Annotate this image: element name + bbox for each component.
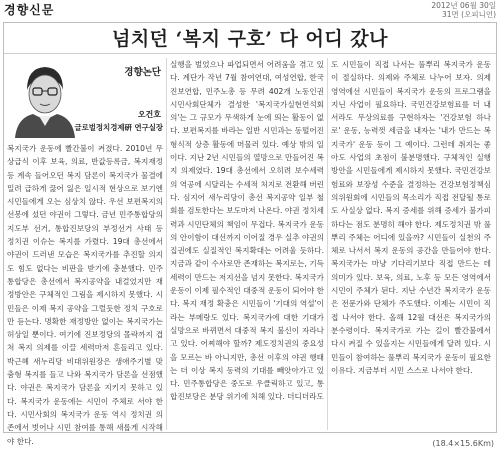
masthead: 경향신문 [4, 3, 55, 17]
author-name: 오건호 [137, 110, 161, 119]
author-title: 글로벌정치경제硏 연구실장 [74, 123, 163, 132]
article-column-3: 도 시민들이 직접 나서는 풀뿌리 복지국가 운동이 절실하다. 의제와 주체로 나누어 보자. 의제 영역에선 시민들이 복지국가 운동의 프로그램을 지닌 사업이 필요하다. 국민건강보험료를 더 내서라도 무상의료를 구현하자는 '건강보험 하나로' 운동, 능력껏 세금을 내자는 '내가 만드는 복지국가' 운동 등이 그 예이다. 그런데 취지는 좋아도 사업의 초점이 불분명했다. 구체적인 실행방안을 시민들에게 제시하지 못했다. 국민건강보험료와 보장성 수준을 결정하는 건강보험정책심의위원회에 시민들의 목소리가 직접 전달될 통로도 사실상 없다. 복지 증세를 위해 증세가 불가피하다는 점도 분명히 해야 한다. 제도정치권 밖 풀뿌리 주체는 어디에 있을까? 시민들이 실천의 주체로 나서서 복지 운동의 공간을 만들어야 한다. 복지국가는 마냥 기다리기보다 직접 만드는 데 의미가 있다. 보육, 의료, 노후 등 모든 영역에서 시민이 주체가 된다. 지난 수년간 복지국가 운동은 전문가와 단체가 주도했다. 이제는 시민이 직접 나서야 한다. 올해 12월 대선은 복지국가의 분수령이다. 복지국가로 가는 길이 빨간불에서 다시 켜질 수 있을지는 시민들에게 달려 있다. 시민들이 참여하는 풀뿌리 복지국가 운동이 필요한 이유다. 지금부터 시민 스스로 나서야 한다. [331, 60, 491, 375]
dateline-page: 31면 (오피니언) [441, 10, 496, 19]
byline-box [7, 58, 163, 138]
author-portrait [9, 60, 79, 138]
dateline-date: 2012년 06월 30일 [431, 1, 496, 10]
article-column-1: 복지국가 운동에 빨간불이 켜졌다. 2010년 무상급식 이후 보육, 의료, 반값등록금, 복지재정 등 계속 들어오던 복지 담론이 복지국가 물결에 밀려 급하게 끓어 잃은 일시적 현상으로 보기엔 시민들에게 오는 심상치 않다. 우선 보편복지의 선봉에 섰던 야권이 그렇다. 금년 민주통합당의 지도부 선거, 통합진보당의 부정선거 사태 등 정치권 이슈는 복지를 가렸다. 19대 총선에서 야권이 드러낸 모습은 복지국가를 추진할 의지도 힘도 없다는 비판을 받기에 충분했다. 민주통합당은 총선에서 복지공약을 내걸었지만 재정방안은 구체적인 그림을 제시하지 못했다. 시민들은 이제 복지 공약을 그럴듯한 정치 구호로만 듣는다. 명확한 재정방안 없이는 복지국가는 허상일 뿐이다. 여기에 진보정당의 몰락까지 겹쳐 복지 의제를 이끌 세력마저 흔들리고 있다. 박근혜 새누리당 비대위원장은 생애주기별 맞춤형 복지를 들고 나와 복지국가 담론을 선점했다. 야권은 복지국가 담론을 지키지 못하고 있다. 복지국가 운동에는 시민이 주체로 서야 한다. 시민사회의 복지국가 운동 역시 정치권 의존에서 벗어나 시민 참여를 통해 새롭게 시작해야 한다. [7, 144, 163, 446]
column-name: 경향논단 [124, 67, 161, 78]
dateline [431, 1, 496, 19]
column-divider-2 [327, 58, 328, 430]
headline-divider [4, 53, 496, 54]
article-column-2: 실행을 벌었으나 파업되면서 어려움을 겪고 있다. 계단가 작년 7월 참여연대, 여성연합, 한국진보연합, 민주노총 등 무려 402개 노동인권 시민사회단체가 결성한 '복지국가실현연석회의'는 그 규모가 무색하게 눈에 띄는 활동이 없다. 보편복지를 바라는 일반 시민과는 동떨어진 형식적 상층 활동에 머물러 있다. 예상 밖의 일이다. 지난 2년 시민들의 열망으로 만들어진 복지 의제였다. 19대 총선에서 오히려 보수세력의 역공에 시달리는 수세적 처지로 전환해 버린다. 심지어 새누리당이 총선 복지공약 일부 철회를 검토한다는 보도마저 나온다. 야권 정치세력과 시민단체의 책임이 무겁다. 복지국가 운동의 안이함이 대선까지 이어질 경우 실추 야권의 집권에도 실질적인 복지확대는 어려울 듯하다. 지금과 같이 수사로만 존재하는 복지로는, 기득세력이 만드는 저지선을 넘지 못한다. 복지국가 운동이 이제 필수적인 대중적 운동이 되어야 한다. 복지 재정 확충은 시민들이 '기대의 역설'이라는 부메랑도 있다. 복지국가에 대한 기대가 실망으로 바뀌면서 대중적 복지 불신이 자라나고 있다. 어찌해야 할까? 제도정치권의 중요성을 모르는 바 아니지만, 총선 이후의 야권 행태는 더 이상 복지 동력의 기대를 빼앗아가고 있다. 민주통합당은 중도로 우클릭하고 있고, 통합진보당은 분당 위기에 처해 있다. 더디더라도 [170, 60, 324, 402]
clipping-size: (18.4×15.6Km) [432, 439, 494, 448]
headline: 넘치던 ‘복지 구호’ 다 어디 갔나 [111, 28, 389, 50]
column-divider-1 [166, 58, 167, 430]
